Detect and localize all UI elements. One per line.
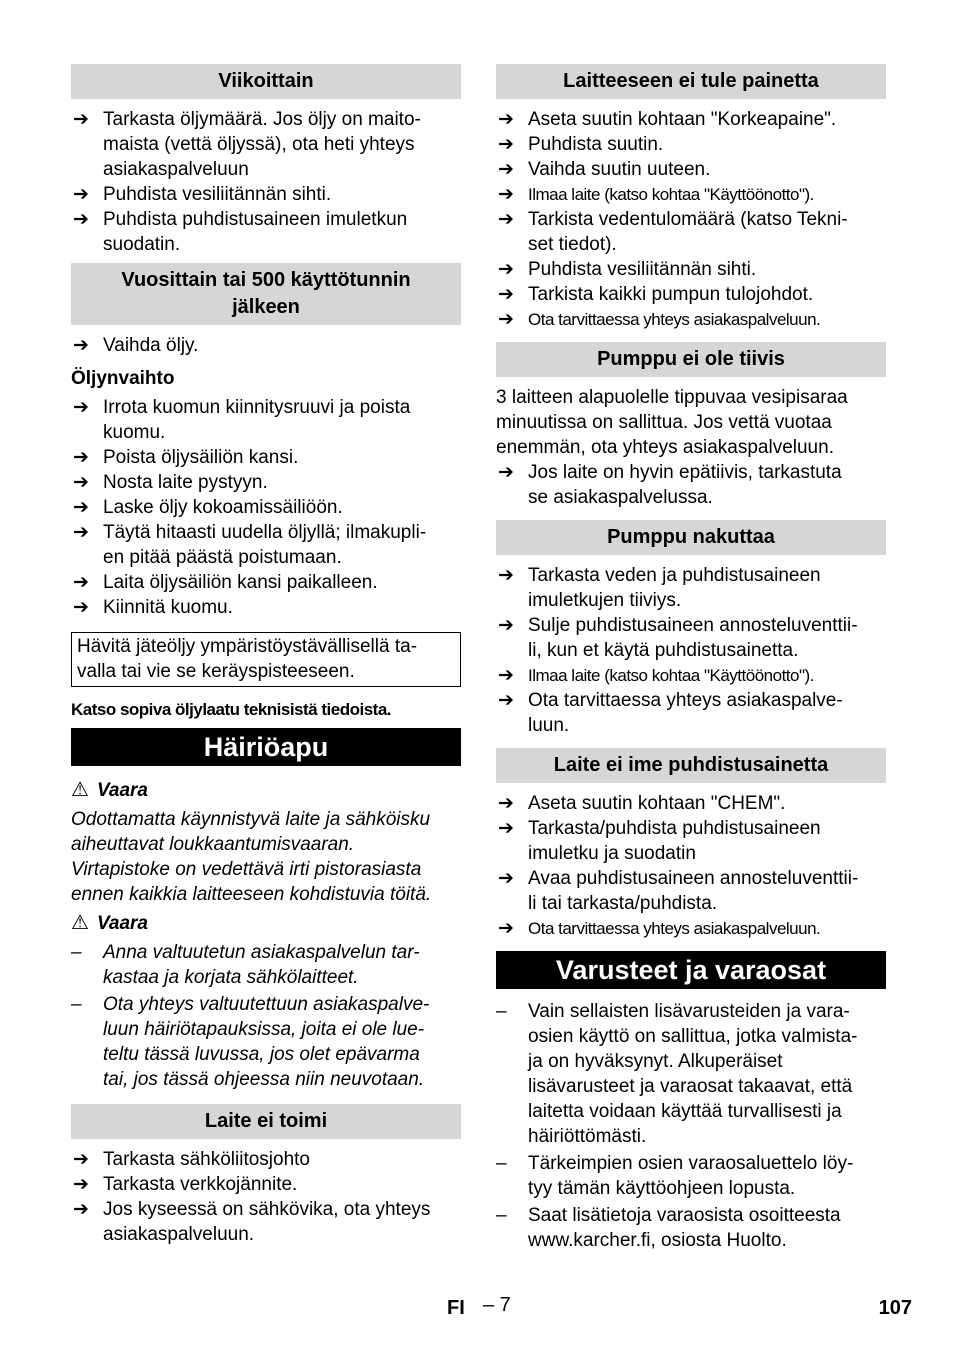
leaky-list	[496, 460, 886, 510]
dash-bullet: –	[496, 1001, 507, 1022]
list-item-text: Ilmaa laite (katso kohtaa "Käyttöönotto").	[528, 185, 814, 204]
list-item	[71, 395, 461, 445]
list-item	[496, 207, 886, 257]
troubleshooting-heading: Häiriöapu	[71, 728, 461, 766]
list-item	[496, 307, 886, 332]
list-item	[496, 1151, 886, 1201]
list-item	[71, 940, 461, 990]
warning-triangle-icon: ⚠	[71, 912, 89, 934]
list-item-text: Jos laite on hyvin epätiivis, tarkastuta se asiakaspalvelussa.	[528, 462, 842, 508]
list-item	[496, 791, 886, 816]
arrow-right-icon: ➔	[498, 462, 514, 483]
not-working-list	[71, 1147, 461, 1247]
list-item	[496, 132, 886, 157]
list-item	[71, 1197, 461, 1247]
no-pressure-heading: Laitteeseen ei tule painetta	[496, 64, 886, 99]
list-item-text: Vaihda suutin uuteen.	[528, 159, 711, 180]
list-item-text: Jos kyseessä on sähkövika, ota yhteys asiakaspalveluun.	[103, 1199, 431, 1245]
list-item	[71, 207, 461, 257]
waste-oil-note: Hävitä jäteöljy ympäristöystävällisellä ta- valla tai vie se keräyspisteeseen.	[71, 632, 461, 687]
list-item	[71, 1147, 461, 1172]
oil-change-list	[71, 395, 461, 620]
list-item	[496, 282, 886, 307]
arrow-right-icon: ➔	[73, 522, 89, 543]
list-item-text: Laske öljy kokoamissäiliöön.	[103, 497, 343, 518]
list-item-text: Tärkeimpien osien varaosaluettelo löy- tyy tämän käyttöohjeen lopusta.	[528, 1153, 854, 1199]
arrow-right-icon: ➔	[498, 565, 514, 586]
warning-triangle-icon: ⚠	[71, 779, 89, 801]
dash-bullet: –	[496, 1153, 507, 1174]
list-item-text: Vain sellaisten lisävarusteiden ja vara- osien käyttö on sallittua, jotka valmista- ja on hyväksynyt. Alkuperäiset lisävarusteet ja varaosat takaavat, että laitetta voidaan käyttää turvallisesti ja häiriöttömästi.	[528, 1001, 858, 1147]
list-item	[496, 816, 886, 866]
arrow-right-icon: ➔	[498, 284, 514, 305]
list-item-text: Sulje puhdistusaineen annosteluventtii- li, kun et käytä puhdistusainetta.	[528, 615, 858, 661]
list-item-text: Tarkasta öljymäärä. Jos öljy on maito- maista (vettä öljyssä), ota heti yhteys asiakaspalveluun	[103, 109, 421, 180]
arrow-right-icon: ➔	[498, 209, 514, 230]
list-item-text: Aseta suutin kohtaan "Korkeapaine".	[528, 109, 837, 130]
list-item-text: Saat lisätietoja varaosista osoitteesta www.karcher.fi, osiosta Huolto.	[528, 1205, 841, 1251]
list-item-text: Puhdista vesiliitännän sihti.	[528, 259, 757, 280]
warning-1-label: Vaara	[96, 780, 148, 801]
list-item	[496, 1203, 886, 1253]
list-item-text: Tarkista kaikki pumpun tulojohdot.	[528, 284, 814, 305]
arrow-right-icon: ➔	[73, 209, 89, 230]
footer-language: FI	[447, 1297, 465, 1319]
list-item-text: Laita öljysäiliön kansi paikalleen.	[103, 572, 378, 593]
list-item-text: Anna valtuutetun asiakaspalvelun tar- kastaa ja korjata sähkölaitteet.	[103, 942, 420, 988]
list-item-text: Puhdista suutin.	[528, 134, 664, 155]
left-column	[71, 64, 461, 1247]
weekly-list	[71, 107, 461, 257]
list-item-text: Kiinnitä kuomu.	[103, 597, 233, 618]
arrow-right-icon: ➔	[73, 1174, 89, 1195]
no-detergent-list	[496, 791, 886, 941]
list-item-text: Vaihda öljy.	[103, 335, 199, 356]
arrow-right-icon: ➔	[73, 397, 89, 418]
leaky-heading: Pumppu ei ole tiivis	[496, 342, 886, 377]
no-pressure-list	[496, 107, 886, 332]
arrow-right-icon: ➔	[498, 818, 514, 839]
list-item-text: Puhdista puhdistusaineen imuletkun suodatin.	[103, 209, 408, 255]
dash-bullet: –	[496, 1205, 507, 1226]
list-item	[71, 495, 461, 520]
arrow-right-icon: ➔	[73, 497, 89, 518]
yearly-list	[71, 333, 461, 358]
arrow-right-icon: ➔	[498, 159, 514, 180]
list-item	[71, 182, 461, 207]
knocking-list	[496, 563, 886, 738]
list-item	[496, 157, 886, 182]
arrow-right-icon: ➔	[498, 134, 514, 155]
arrow-right-icon: ➔	[498, 309, 514, 330]
list-item	[496, 107, 886, 132]
list-item	[71, 445, 461, 470]
list-item	[71, 1172, 461, 1197]
oil-change-heading: Öljynvaihto	[71, 368, 175, 389]
arrow-right-icon: ➔	[498, 109, 514, 130]
list-item-text: Tarkasta veden ja puhdistusaineen imuletkujen tiiviys.	[528, 565, 821, 611]
arrow-right-icon: ➔	[498, 184, 514, 205]
list-item	[496, 460, 886, 510]
arrow-right-icon: ➔	[73, 1149, 89, 1170]
arrow-right-icon: ➔	[498, 259, 514, 280]
list-item-text: Ilmaa laite (katso kohtaa "Käyttöönotto").	[528, 666, 814, 685]
list-item	[496, 688, 886, 738]
list-item-text: Poista öljysäiliön kansi.	[103, 447, 299, 468]
list-item	[496, 613, 886, 663]
arrow-right-icon: ➔	[498, 868, 514, 889]
right-column	[496, 64, 886, 1255]
list-item	[71, 992, 461, 1092]
yearly-heading: Vuosittain tai 500 käyttötunnin jälkeen	[71, 263, 461, 325]
warning-2-label: Vaara	[96, 913, 148, 934]
arrow-right-icon: ➔	[498, 793, 514, 814]
list-item-text: Puhdista vesiliitännän sihti.	[103, 184, 332, 205]
footer-section-page: – 7	[483, 1294, 511, 1316]
arrow-right-icon: ➔	[73, 335, 89, 356]
weekly-heading: Viikoittain	[71, 64, 461, 99]
arrow-right-icon: ➔	[498, 918, 514, 939]
warning-1-text: Odottamatta käynnistyvä laite ja sähköisku aiheuttavat loukkaantumisvaaran. Virtapistoke on vedettävä irti pistorasiasta ennen kaikkia laitteeseen kohdistuvia töitä.	[71, 809, 432, 905]
arrow-right-icon: ➔	[498, 615, 514, 636]
list-item-text: Tarkasta verkkojännite.	[103, 1174, 298, 1195]
footer-page-number: 107	[878, 1297, 912, 1319]
list-item	[496, 916, 886, 941]
list-item-text: Nosta laite pystyyn.	[103, 472, 268, 493]
knocking-heading: Pumppu nakuttaa	[496, 520, 886, 555]
accessories-list	[496, 999, 886, 1255]
list-item-text: Ota tarvittaessa yhteys asiakaspalve- luun.	[528, 690, 843, 736]
warning-2-heading	[71, 911, 461, 936]
list-item	[496, 257, 886, 282]
list-item-text: Irrota kuomun kiinnitysruuvi ja poista kuomu.	[103, 397, 411, 443]
no-detergent-heading: Laite ei ime puhdistusainetta	[496, 748, 886, 783]
list-item	[496, 182, 886, 207]
not-working-heading: Laite ei toimi	[71, 1104, 461, 1139]
list-item-text: Ota tarvittaessa yhteys asiakaspalveluun.	[528, 310, 821, 329]
list-item	[496, 663, 886, 688]
list-item-text: Ota tarvittaessa yhteys asiakaspalveluun.	[528, 919, 821, 938]
arrow-right-icon: ➔	[498, 690, 514, 711]
list-item	[71, 107, 461, 182]
arrow-right-icon: ➔	[73, 109, 89, 130]
accessories-heading: Varusteet ja varaosat	[496, 951, 886, 989]
list-item	[496, 999, 886, 1149]
list-item	[71, 470, 461, 495]
list-item	[71, 570, 461, 595]
arrow-right-icon: ➔	[73, 572, 89, 593]
arrow-right-icon: ➔	[73, 472, 89, 493]
arrow-right-icon: ➔	[498, 665, 514, 686]
arrow-right-icon: ➔	[73, 1199, 89, 1220]
list-item-text: Tarkasta sähköliitosjohto	[103, 1149, 310, 1170]
warning-2-list	[71, 940, 461, 1094]
list-item	[496, 563, 886, 613]
arrow-right-icon: ➔	[73, 184, 89, 205]
list-item-text: Täytä hitaasti uudella öljyllä; ilmakupli- en pitää päästä poistumaan.	[103, 522, 427, 568]
list-item-text: Avaa puhdistusaineen annosteluventtii- li tai tarkasta/puhdista.	[528, 868, 859, 914]
leaky-text: 3 laitteen alapuolelle tippuvaa vesipisaraa minuutissa on sallittua. Jos vettä vuotaa enemmän, ota yhteys asiakaspalveluun.	[496, 387, 848, 458]
list-item	[71, 520, 461, 570]
arrow-right-icon: ➔	[73, 447, 89, 468]
oil-quality-note: Katso sopiva öljylaatu teknisistä tiedoista.	[71, 700, 391, 719]
list-item-text: Aseta suutin kohtaan "CHEM".	[528, 793, 786, 814]
list-item-text: Ota yhteys valtuutettuun asiakaspalve- luun häiriötapauksissa, joita ei ole lue- teltu tässä luvussa, jos olet epävarma tai, jos tässä ohjeessa niin neuvotaan.	[103, 994, 430, 1090]
list-item	[71, 333, 461, 358]
dash-bullet: –	[71, 994, 82, 1015]
list-item-text: Tarkasta/puhdista puhdistusaineen imuletku ja suodatin	[528, 818, 821, 864]
warning-1-heading	[71, 778, 461, 803]
list-item	[71, 595, 461, 620]
list-item	[496, 866, 886, 916]
dash-bullet: –	[71, 942, 82, 963]
list-item-text: Tarkista vedentulomäärä (katso Tekni- set tiedot).	[528, 209, 848, 255]
arrow-right-icon: ➔	[73, 597, 89, 618]
